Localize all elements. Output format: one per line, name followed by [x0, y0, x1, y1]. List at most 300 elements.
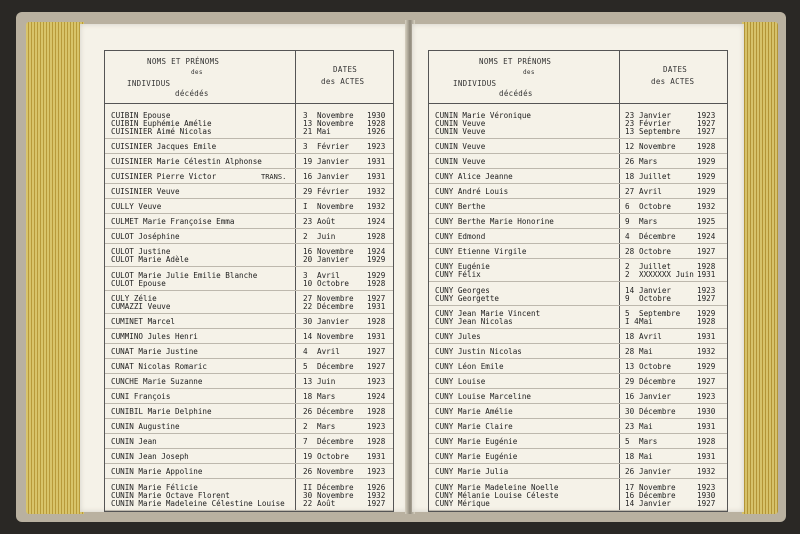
entry-month: Août — [317, 216, 336, 226]
entry-month: Octobre — [317, 278, 350, 288]
entry-month: Octobre — [639, 201, 672, 211]
entry-year: 1931 — [367, 302, 386, 312]
entry-day: 3 — [303, 270, 308, 280]
entry-month: Décembre — [317, 482, 354, 492]
entry-name: CUNIN Marie Félicie — [111, 482, 198, 492]
entry-month: Décembre — [317, 362, 354, 372]
right-register-table — [428, 50, 728, 512]
entry-name: CUNY Edmond — [435, 231, 486, 241]
entry-name: CUNY Louise Marceline — [435, 392, 532, 402]
entry-name: CUIBIN Euphémie Amélie — [111, 118, 212, 128]
header-decedes: décédés — [175, 89, 209, 98]
entry-month: Septembre — [639, 309, 681, 319]
register-entry — [429, 479, 727, 511]
entry-year: 1928 — [697, 262, 716, 272]
entry-name: CUNY André Louis — [435, 186, 509, 196]
entry-month: Août — [317, 498, 336, 508]
entry-year: 1923 — [697, 392, 716, 402]
header-names-title: NOMS ET PRÉNOMS — [479, 57, 552, 66]
entry-name: CUNY Alice Jeanne — [435, 171, 513, 181]
entry-year: 1931 — [697, 422, 716, 432]
header-divider — [105, 103, 393, 104]
entry-day: 19 — [303, 452, 313, 462]
entry-day: 4 — [625, 231, 630, 241]
entry-month: Mars — [317, 422, 336, 432]
entry-day: 26 — [303, 467, 313, 477]
entry-name: CUISINIER Aimé Nicolas — [111, 126, 212, 136]
entry-day: 18 — [303, 392, 313, 402]
header-names-title: NOMS ET PRÉNOMS — [147, 57, 220, 66]
entry-year: 1923 — [367, 377, 386, 387]
entry-day: 14 — [303, 332, 313, 342]
left-register-table — [104, 50, 394, 512]
entry-month: Mars — [639, 216, 658, 226]
register-entry — [429, 374, 727, 389]
entry-name: CUNY Marie Eugénie — [435, 437, 518, 447]
entry-month: Novembre — [317, 467, 354, 477]
register-entry — [105, 419, 393, 434]
entry-day: 2 — [625, 262, 630, 272]
register-entry — [105, 169, 393, 184]
entry-year: 1923 — [367, 467, 386, 477]
entry-day: 30 — [303, 317, 313, 327]
entry-year: 1930 — [367, 110, 386, 120]
entry-year: 1927 — [697, 126, 716, 136]
register-entry — [429, 154, 727, 169]
register-entry — [105, 464, 393, 479]
register-entry — [105, 267, 393, 290]
entry-day: 10 — [303, 278, 313, 288]
entry-day: 18 — [625, 332, 635, 342]
entry-name: CUNY Marie Madeleine Noelle — [435, 482, 559, 492]
register-entry — [429, 169, 727, 184]
entry-day: 13 — [625, 126, 635, 136]
entry-year: 1927 — [367, 498, 386, 508]
register-entry — [105, 449, 393, 464]
entry-year: 1923 — [367, 422, 386, 432]
entry-year: 1931 — [697, 270, 716, 280]
entry-month: Janvier — [317, 255, 350, 265]
header-dates: DATES — [333, 65, 358, 74]
entry-month: Janvier — [639, 467, 672, 477]
entry-name: CULOT Marie Adèle — [111, 255, 189, 265]
entry-day: 27 — [303, 294, 313, 304]
entry-day: 16 — [303, 171, 313, 181]
entry-year: 1928 — [367, 118, 386, 128]
entry-name: CUNY Jean Nicolas — [435, 317, 513, 327]
page-edges-right — [742, 22, 778, 514]
entry-name: CUISINIER Pierre Victor — [111, 171, 217, 181]
entry-year: 1925 — [697, 216, 716, 226]
entry-name: CUNIN Marie Madeleine Célestine Louise — [111, 498, 285, 508]
entry-day: 14 — [625, 285, 635, 295]
entry-day: 18 — [625, 452, 635, 462]
entry-name: CUNIN Jean — [111, 437, 157, 447]
entry-month: Mars — [317, 392, 336, 402]
entry-name: CUNY Félix — [435, 270, 481, 280]
entry-name: CUNIN Veuve — [435, 156, 486, 166]
entry-day: 26 — [303, 407, 313, 417]
page-edges-left — [26, 22, 84, 514]
entry-name: CUISINIER Veuve — [111, 186, 180, 196]
entry-year: 1931 — [367, 452, 386, 462]
register-entry — [429, 464, 727, 479]
register-entry — [105, 434, 393, 449]
register-entry — [105, 404, 393, 419]
entry-year: 1928 — [367, 437, 386, 447]
entry-name: CUNY Georges — [435, 285, 490, 295]
entry-day: 3 — [303, 141, 308, 151]
entry-name: CUNY Jean Marie Vincent — [435, 309, 541, 319]
entry-month: Janvier — [317, 317, 350, 327]
entry-name: CUMMINO Jules Henri — [111, 332, 198, 342]
entry-name: CUNIN Veuve — [435, 126, 486, 136]
entry-name: CULOT Epouse — [111, 278, 166, 288]
entry-month: Décembre — [317, 407, 354, 417]
entry-year: 1923 — [367, 141, 386, 151]
register-entry — [105, 199, 393, 214]
entry-month: Novembre — [317, 118, 354, 128]
entry-month: Novembre — [639, 482, 676, 492]
entry-name: CUNY Berthe — [435, 201, 486, 211]
entry-month: Janvier — [639, 110, 672, 120]
entry-note: TRANS. — [261, 172, 287, 181]
register-entry — [429, 107, 727, 139]
entry-name: CUNIN Veuve — [435, 118, 486, 128]
header-divider — [429, 103, 727, 104]
entry-month: Novembre — [639, 141, 676, 151]
entry-month: XXXXXXX Juin — [639, 270, 694, 280]
header-names-des: des — [191, 69, 203, 76]
entry-day: 29 — [303, 186, 313, 196]
entry-day: 16 — [303, 247, 313, 257]
entry-month: Octobre — [317, 452, 350, 462]
header-individus: INDIVIDUS — [127, 79, 171, 88]
entry-name: CUNIBIL Marie Delphine — [111, 407, 212, 417]
entry-day: 23 — [303, 216, 313, 226]
entry-month: Juillet — [639, 171, 672, 181]
entry-month: Novembre — [317, 332, 354, 342]
entry-day: 3 — [303, 110, 308, 120]
entry-name: CUNY Justin Nicolas — [435, 347, 522, 357]
entry-day: II — [303, 482, 313, 492]
entry-name: CUNAT Nicolas Romaric — [111, 362, 208, 372]
entry-year: 1928 — [367, 407, 386, 417]
register-entry — [429, 244, 727, 259]
entry-name: CUMINET Marcel — [111, 317, 176, 327]
entry-day: I 4 — [625, 317, 639, 327]
entry-year: 1930 — [697, 490, 716, 500]
entry-name: CUNIN Marie Appoline — [111, 467, 203, 477]
entry-name: CUNIN Veuve — [435, 141, 486, 151]
register-entry — [429, 214, 727, 229]
entry-year: 1927 — [367, 347, 386, 357]
header-des-actes: des ACTES — [321, 77, 365, 86]
entry-day: 13 — [303, 377, 313, 387]
register-entry — [105, 314, 393, 329]
register-entry — [105, 389, 393, 404]
entry-year: 1929 — [697, 362, 716, 372]
entry-year: 1931 — [697, 332, 716, 342]
register-entry — [429, 329, 727, 344]
register-entry — [429, 389, 727, 404]
entry-day: 21 — [303, 126, 313, 136]
register-entry — [105, 479, 393, 511]
entry-day: 2 — [303, 231, 308, 241]
entry-year: 1924 — [367, 216, 386, 226]
entry-year: 1929 — [697, 156, 716, 166]
entry-month: Mai — [639, 452, 653, 462]
entry-name: CUNIN Marie Octave Florent — [111, 490, 230, 500]
entry-year: 1927 — [697, 118, 716, 128]
entry-day: 19 — [303, 156, 313, 166]
entry-name: CUNY Marie Amélie — [435, 407, 513, 417]
entry-name: CUNI François — [111, 392, 171, 402]
register-entry — [429, 139, 727, 154]
entry-month: Février — [317, 186, 350, 196]
entry-year: 1932 — [697, 201, 716, 211]
entry-day: 2 — [303, 422, 308, 432]
entry-name: CULY Zélie — [111, 294, 157, 304]
register-entry — [429, 404, 727, 419]
entry-month: Novembre — [317, 110, 354, 120]
entry-year: 1923 — [697, 285, 716, 295]
entry-day: 13 — [303, 118, 313, 128]
entry-name: CUNY Léon Emile — [435, 362, 504, 372]
entry-month: Mai — [317, 126, 331, 136]
header-names-des: des — [523, 69, 535, 76]
entry-year: 1927 — [697, 246, 716, 256]
entry-year: 1929 — [697, 171, 716, 181]
entry-year: 1929 — [697, 186, 716, 196]
register-entry — [105, 329, 393, 344]
entry-day: 9 — [625, 293, 630, 303]
entry-year: 1931 — [367, 171, 386, 181]
entry-day: 28 — [625, 347, 635, 357]
register-entry — [105, 139, 393, 154]
register-entry — [105, 214, 393, 229]
entry-day: 26 — [625, 467, 635, 477]
header-decedes: décédés — [499, 89, 533, 98]
entry-month: Avril — [317, 270, 340, 280]
entry-day: 9 — [625, 216, 630, 226]
register-entry — [105, 244, 393, 267]
entry-month: Janvier — [317, 156, 350, 166]
entry-day: 4 — [303, 347, 308, 357]
entry-day: 17 — [625, 482, 635, 492]
entry-name: CUISINIER Marie Célestin Alphonse — [111, 156, 262, 166]
entry-day: 23 — [625, 118, 635, 128]
entry-month: Novembre — [317, 490, 354, 500]
entry-day: 7 — [303, 437, 308, 447]
entry-month: Mai — [639, 317, 653, 327]
entry-year: 1932 — [367, 490, 386, 500]
entry-year: 1927 — [697, 498, 716, 508]
register-entry — [429, 359, 727, 374]
entry-name: CULOT Joséphine — [111, 231, 180, 241]
entry-day: 30 — [303, 490, 313, 500]
entry-year: 1928 — [697, 317, 716, 327]
entry-year: 1929 — [367, 255, 386, 265]
entry-year: 1928 — [697, 141, 716, 151]
entry-month: Décembre — [317, 437, 354, 447]
entry-name: CUNY Eugénie — [435, 262, 490, 272]
entry-name: CUNY Jules — [435, 332, 481, 342]
entry-name: CUNY Etienne Virgile — [435, 246, 527, 256]
entry-name: CUNCHE Marie Suzanne — [111, 377, 203, 387]
entry-month: Décembre — [639, 377, 676, 387]
entry-name: CUMAZZI Veuve — [111, 302, 171, 312]
entry-month: Mai — [639, 422, 653, 432]
entry-year: 1926 — [367, 126, 386, 136]
entry-month: Avril — [317, 347, 340, 357]
entry-year: 1932 — [367, 201, 386, 211]
register-entry — [429, 184, 727, 199]
header-des-actes: des ACTES — [651, 77, 695, 86]
register-entry — [429, 344, 727, 359]
entry-year: 1923 — [697, 482, 716, 492]
entry-month: Décembre — [639, 490, 676, 500]
register-entry — [105, 107, 393, 139]
entry-day: 13 — [625, 362, 635, 372]
right-page — [412, 24, 744, 512]
entry-month: Février — [317, 141, 350, 151]
entry-name: CUIBIN Epouse — [111, 110, 171, 120]
entry-name: CUNY Marie Eugénie — [435, 452, 518, 462]
entry-year: 1927 — [697, 377, 716, 387]
entry-day: 23 — [625, 422, 635, 432]
register-entry — [105, 291, 393, 314]
entry-year: 1924 — [367, 247, 386, 257]
register-entry — [105, 359, 393, 374]
entry-month: Janvier — [639, 498, 672, 508]
entry-name: CUNIN Jean Joseph — [111, 452, 189, 462]
entry-year: 1928 — [367, 231, 386, 241]
entry-month: Novembre — [317, 201, 354, 211]
register-entry — [105, 229, 393, 244]
entry-month: Septembre — [639, 126, 681, 136]
entry-name: CUNY Louise — [435, 377, 486, 387]
entry-day: 12 — [625, 141, 635, 151]
register-entry — [429, 306, 727, 329]
entry-name: CULOT Marie Julie Emilie Blanche — [111, 270, 258, 280]
entry-day: 29 — [625, 377, 635, 387]
entry-month: Novembre — [317, 294, 354, 304]
entry-name: CUNY Marie Julia — [435, 467, 509, 477]
register-entry — [105, 344, 393, 359]
entry-year: 1926 — [367, 482, 386, 492]
entry-month: Juin — [317, 231, 336, 241]
entry-year: 1927 — [697, 293, 716, 303]
header-individus: INDIVIDUS — [453, 79, 497, 88]
entry-name: CUISINIER Jacques Emile — [111, 141, 217, 151]
entry-month: Juillet — [639, 262, 672, 272]
entry-month: Mars — [639, 156, 658, 166]
entry-name: CUNY Georgette — [435, 293, 500, 303]
entry-month: Juin — [317, 377, 336, 387]
entry-day: 22 — [303, 498, 313, 508]
entry-name: CUNY Mérique — [435, 498, 490, 508]
entry-year: 1924 — [367, 392, 386, 402]
entry-month: Janvier — [639, 392, 672, 402]
entry-name: CUNY Berthe Marie Honorine — [435, 216, 554, 226]
entry-month: Avril — [639, 332, 662, 342]
entry-name: CUNIN Augustine — [111, 422, 180, 432]
entry-day: 16 — [625, 392, 635, 402]
entry-day: 30 — [625, 407, 635, 417]
entry-day: 14 — [625, 498, 635, 508]
entry-name: CUNY Marie Claire — [435, 422, 513, 432]
entry-year: 1923 — [697, 110, 716, 120]
entry-day: 16 — [625, 490, 635, 500]
entry-year: 1928 — [697, 437, 716, 447]
entry-month: Décembre — [639, 231, 676, 241]
entry-month: Octobre — [639, 246, 672, 256]
entry-day: I — [303, 201, 308, 211]
entry-day: 26 — [625, 156, 635, 166]
entry-year: 1932 — [697, 467, 716, 477]
entry-name: CULMET Marie Françoise Emma — [111, 216, 235, 226]
register-entry — [429, 282, 727, 305]
entry-day: 27 — [625, 186, 635, 196]
register-entry — [429, 259, 727, 282]
entry-month: Janvier — [317, 171, 350, 181]
entry-month: Décembre — [639, 407, 676, 417]
entry-day: 2 — [625, 270, 630, 280]
entry-year: 1929 — [367, 270, 386, 280]
entry-year: 1932 — [697, 347, 716, 357]
left-page — [80, 24, 408, 512]
entry-day: 5 — [303, 362, 308, 372]
entry-day: 5 — [625, 309, 630, 319]
register-entry — [429, 449, 727, 464]
entry-month: Novembre — [317, 247, 354, 257]
entry-year: 1924 — [697, 231, 716, 241]
entry-year: 1932 — [367, 186, 386, 196]
entry-name: CULOT Justine — [111, 247, 171, 257]
entry-day: 28 — [625, 246, 635, 256]
register-entry — [429, 229, 727, 244]
entry-name: CUNAT Marie Justine — [111, 347, 198, 357]
register-entry — [105, 154, 393, 169]
entry-name: CUNY Mélanie Louise Céleste — [435, 490, 559, 500]
entry-year: 1928 — [367, 278, 386, 288]
entry-year: 1931 — [697, 452, 716, 462]
entry-year: 1928 — [367, 317, 386, 327]
entry-day: 18 — [625, 171, 635, 181]
entry-month: Janvier — [639, 285, 672, 295]
register-entry — [105, 374, 393, 389]
entry-day: 23 — [625, 110, 635, 120]
entry-day: 6 — [625, 201, 630, 211]
register-entry — [429, 419, 727, 434]
entry-year: 1931 — [367, 332, 386, 342]
entry-day: 22 — [303, 302, 313, 312]
entry-month: Octobre — [639, 362, 672, 372]
register-entry — [429, 199, 727, 214]
entry-year: 1929 — [697, 309, 716, 319]
entry-year: 1930 — [697, 407, 716, 417]
entry-month: Mars — [639, 437, 658, 447]
entry-month: Décembre — [317, 302, 354, 312]
entry-day: 20 — [303, 255, 313, 265]
entry-month: Mai — [639, 347, 653, 357]
entry-name: CUNIN Marie Véronique — [435, 110, 532, 120]
register-entry — [429, 434, 727, 449]
entry-month: Avril — [639, 186, 662, 196]
entry-year: 1931 — [367, 156, 386, 166]
entry-day: 5 — [625, 437, 630, 447]
